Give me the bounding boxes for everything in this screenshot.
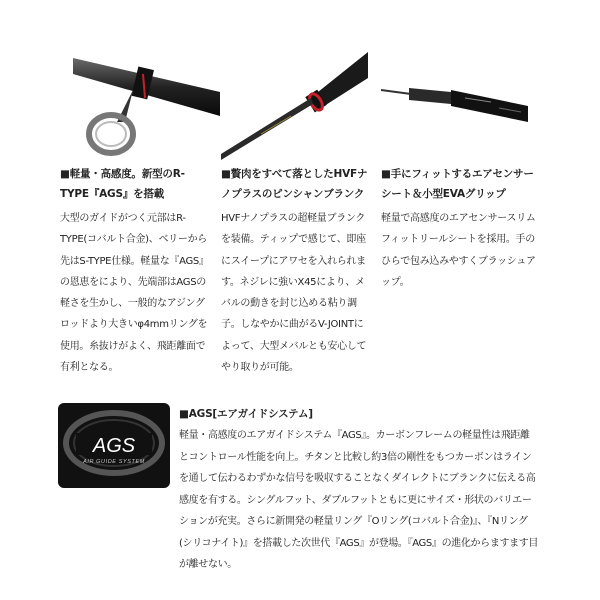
ags-body: 軽量・高感度のエアガイドシステム『AGS』。カーボンフレームの軽量性は飛距離とコントロール性能を向上。チタンと比較し約3倍の剛性をもつカーボンはラインを通して伝わるわずかな信号を吸収することなくダイレクトにブランクに伝える高感度を有する。シングルフット、ダブルフットともに更にサイズ・形状のバリエーションが充実。さらに新開発の軽量リング『Oリング(コバルト合金)』、『Nリング(シリコナイト)』を搭載した次世代『AGS』が登場。『AGS』の進化からますます目が離せない。	[179, 430, 539, 570]
reel-seat-photo	[381, 52, 528, 160]
ags-heading: ■AGS[エアガイドシステム]	[179, 408, 313, 420]
feature-body: 大型のガイドがつく元部はR-TYPE(コバルト合金)、ベリーから先はS-TYPE仕様。軽量な『AGS』の恩恵をにより、先端部はAGSの軽さを生かし、一般的なアジングロッドより大きいφ4mmリングを使用。糸抜けがよく、飛距離面で有利となる。	[60, 213, 209, 374]
ags-logo-subtext: AIR GUIDE SYSTEM	[83, 459, 145, 465]
feature-heading: ■贅肉をすべて落としたHVFナノプラスのピンシャンブランク	[221, 168, 368, 200]
feature-column-ags	[60, 164, 210, 378]
blank-photo	[221, 52, 368, 160]
feature-body: 軽量で高感度のエアセンサースリムフィットリールシートを採用。手のひらで包み込みやすくブラッシュアップ。	[381, 213, 536, 288]
feature-heading: ■軽量・高感度。新型のR-TYPE『AGS』を搭載	[60, 168, 185, 200]
guide-photo	[73, 52, 220, 160]
rod-blank-image	[221, 52, 368, 160]
ags-description	[179, 405, 539, 576]
ags-logo-text: AGS	[92, 435, 136, 457]
feature-column-blank	[221, 164, 373, 378]
feature-body: HVFナノプラスの超軽量ブランクを装備。ティップで感じて、即座にスイープにアワセを入れられます。ネジレに強いX45により、メバルの動きを封じ込める粘り調子。しなやかに曲がるV-JOINTによって、大型メバルとも安心してやり取りが可能。	[221, 213, 367, 374]
ags-logo	[58, 403, 170, 488]
ags-logo-graphic	[58, 403, 170, 488]
reel-seat-image	[381, 52, 528, 160]
feature-heading: ■手にフィットするエアセンサーシート＆小型EVAグリップ	[381, 168, 534, 200]
rod-guide-image	[73, 52, 220, 160]
feature-column-grip	[381, 164, 536, 293]
